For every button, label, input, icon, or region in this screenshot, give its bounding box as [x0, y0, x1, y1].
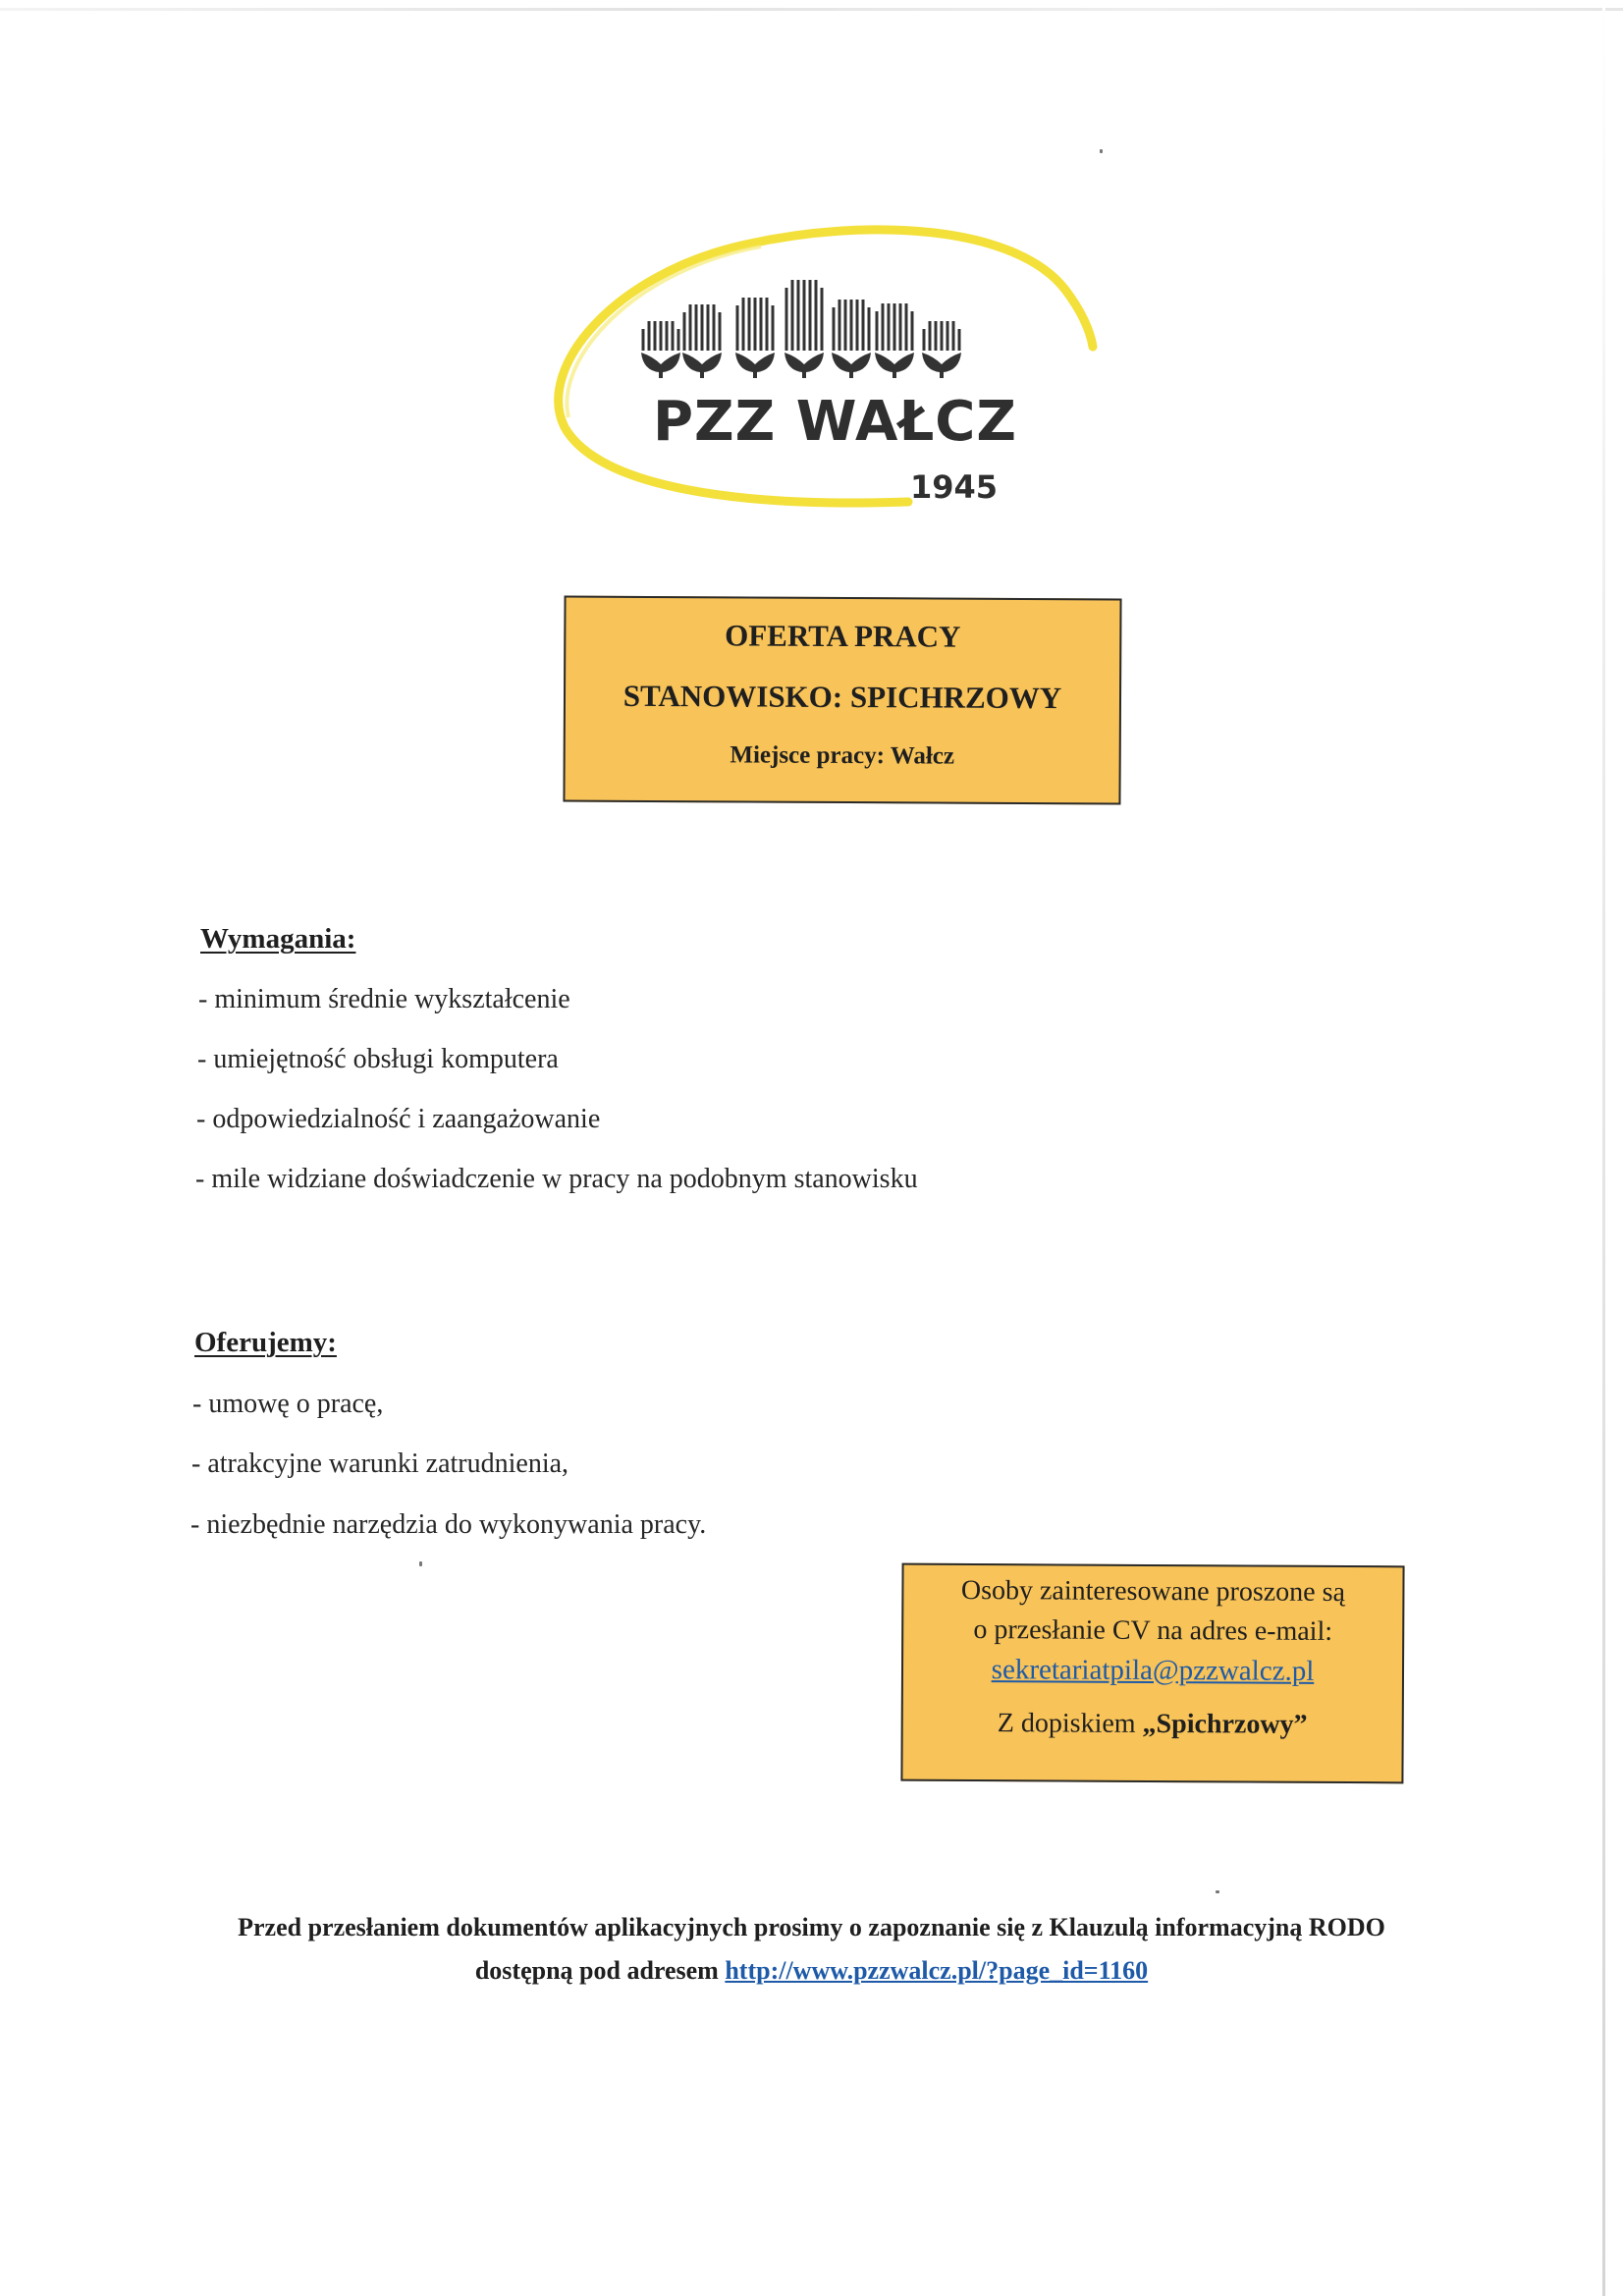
contact-email-link[interactable]: sekretariatpila@pzzwalcz.pl: [991, 1654, 1315, 1687]
wheat-leaf-icon: [641, 353, 680, 378]
offers-heading: Oferujemy:: [194, 1327, 337, 1358]
wheat-leaf-icon: [682, 353, 722, 378]
scan-speck: [419, 1561, 422, 1566]
logo-ring: [559, 230, 1093, 503]
grain-bar: [677, 329, 680, 351]
grain-bar: [935, 321, 938, 351]
wheat-leaf-icon: [832, 353, 871, 378]
grain-bar: [862, 300, 865, 351]
grain-bar: [648, 321, 651, 351]
grain-bar: [905, 303, 908, 351]
requirement-item: - odpowiedzialność i zaangażowanie: [196, 1104, 601, 1134]
grain-bar: [672, 321, 675, 351]
logo-company-name: PZZ WAŁCZ: [653, 390, 1018, 454]
requirement-item: - mile widziane doświadczenie w pracy na podobnym stanowisku: [195, 1164, 918, 1194]
offer-item: - atrakcyjne warunki zatrudnienia,: [191, 1449, 569, 1479]
rodo-link[interactable]: http://www.pzzwalcz.pl/?page_id=1160: [725, 1956, 1149, 1985]
offer-position: STANOWISKO: SPICHRZOWY: [622, 678, 1062, 716]
contact-line-1: Osoby zainteresowane proszone są: [960, 1574, 1346, 1609]
wheat-leaf-icon: [735, 353, 775, 378]
wheat-leaf-icon: [875, 353, 914, 378]
grain-bar: [748, 298, 751, 351]
grain-bar: [821, 288, 824, 351]
contact-tag-prefix: Z dopiskiem: [997, 1708, 1143, 1739]
grain-bar: [689, 304, 692, 351]
grain-bar: [844, 300, 847, 351]
grain-bar: [742, 298, 745, 351]
grain-bar: [785, 288, 788, 351]
grain-bar: [815, 280, 818, 351]
wheat-icons: [641, 280, 961, 378]
contact-email-row: [903, 1654, 1402, 1689]
grain-bar: [882, 303, 885, 351]
grain-bar: [899, 303, 902, 351]
grain-bar: [923, 329, 926, 351]
offer-title: OFERTA PRACY: [725, 618, 961, 654]
grain-bar: [833, 307, 836, 351]
grain-bar: [791, 280, 794, 351]
requirement-item: - minimum średnie wykształcenie: [198, 984, 570, 1014]
grain-bar: [654, 321, 657, 351]
grain-bar: [856, 300, 859, 351]
grain-bar: [839, 300, 841, 351]
requirement-item: - umiejętność obsługi komputera: [197, 1044, 559, 1074]
offer-place: Miejsce pracy: Wałcz: [730, 741, 955, 770]
grain-bar: [660, 321, 663, 351]
wheat-leaf-icon: [784, 353, 824, 378]
grain-bar: [803, 280, 806, 351]
grain-bar: [766, 298, 769, 351]
grain-bar: [701, 304, 704, 351]
company-logo: [545, 221, 1114, 525]
grain-bar: [695, 304, 698, 351]
grain-bar: [760, 298, 763, 351]
offer-item: - umowę o pracę,: [192, 1389, 384, 1419]
scan-speck: [1100, 149, 1103, 153]
logo-year: 1945: [910, 468, 999, 506]
grain-bar: [850, 300, 853, 351]
grain-bar: [947, 321, 949, 351]
grain-bar: [754, 298, 757, 351]
grain-bar: [797, 280, 800, 351]
footer-link-prefix: dostępną pod adresem: [474, 1956, 726, 1985]
scan-edge-top: [0, 8, 1623, 11]
grain-bar: [941, 321, 944, 351]
grain-bar: [929, 321, 932, 351]
grain-bar: [736, 305, 739, 351]
grain-bar: [713, 304, 716, 351]
grain-bar: [772, 305, 775, 351]
offer-item: - niezbędnie narzędzia do wykonywania pracy.: [190, 1509, 707, 1540]
job-offer-box: [563, 596, 1121, 805]
requirements-heading: Wymagania:: [200, 923, 356, 955]
wheat-leaf-icon: [922, 353, 961, 378]
grain-bar: [707, 304, 710, 351]
grain-bar: [876, 311, 879, 351]
grain-bar: [911, 311, 914, 351]
grain-bar: [868, 307, 871, 351]
grain-bar: [893, 303, 896, 351]
contact-box: [900, 1563, 1404, 1784]
scan-speck: [1216, 1890, 1219, 1893]
grain-bar: [719, 312, 722, 351]
contact-tag-value: „Spichrzowy”: [1142, 1708, 1308, 1740]
grain-bar: [809, 280, 812, 351]
grain-bar: [958, 329, 961, 351]
footer-link-row: [0, 1956, 1623, 1986]
grain-bar: [888, 303, 891, 351]
contact-line-2: o przesłanie CV na adres e-mail:: [973, 1614, 1333, 1647]
grain-bar: [642, 329, 645, 351]
grain-bar: [666, 321, 669, 351]
grain-bar: [683, 312, 686, 351]
logo-graphic: [545, 221, 1114, 525]
grain-bar: [952, 321, 955, 351]
contact-tag-row: [903, 1708, 1402, 1742]
scan-edge-right: [1602, 0, 1605, 2296]
footer-rodo-notice: Przed przesłaniem dokumentów aplikacyjnych prosimy o zapoznanie się z Klauzulą informacyjną RODO: [238, 1913, 1385, 1941]
